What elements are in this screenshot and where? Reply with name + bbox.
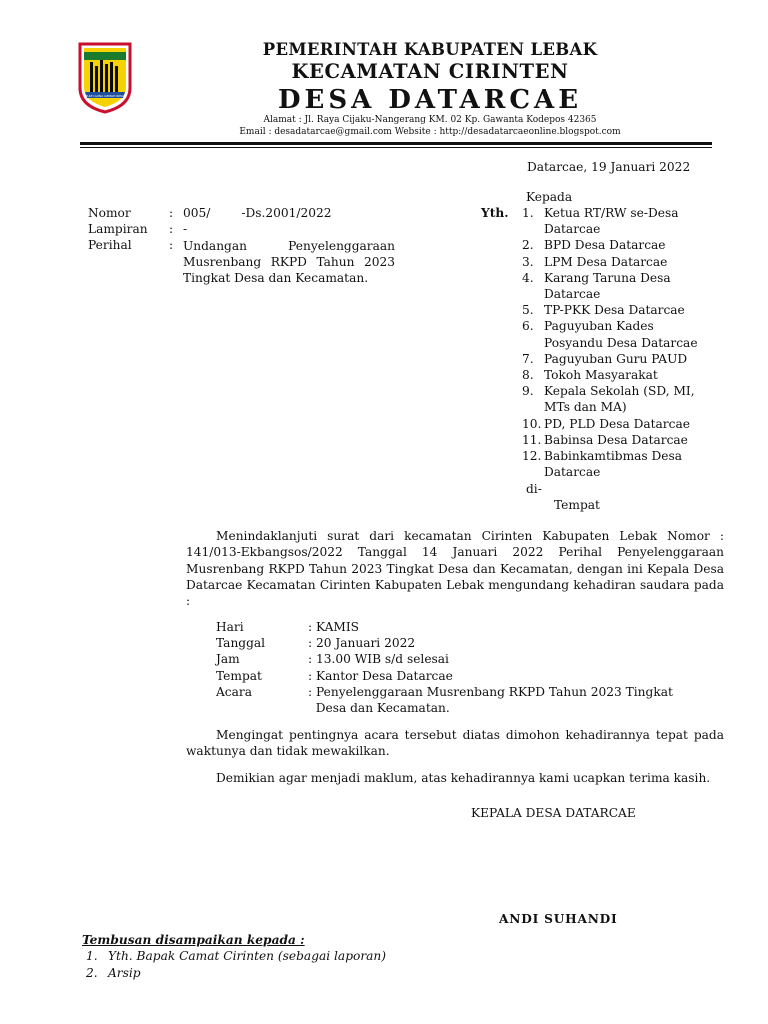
lampiran-value: - xyxy=(183,222,188,236)
recipient-number: 7. xyxy=(522,351,534,366)
detail-value: : 13.00 WIB s/d selesai xyxy=(308,652,449,667)
recipient-item: Babinsa Desa Datarcae xyxy=(544,432,688,447)
closing-paragraph: Demikian agar menjadi maklum, atas kehadirannya kami ucapkan terima kasih. xyxy=(216,771,711,785)
tembusan-title: Tembusan disampaikan kepada : xyxy=(82,933,305,947)
recipient-item: Karang Taruna Desa xyxy=(544,270,671,285)
reminder-paragraph: Mengingat pentingnya acara tersebut diatas dimohon kehadirannya tepat pada waktunya dan tidak mewakilkan. xyxy=(186,728,724,759)
recipient-number: 6. xyxy=(522,319,534,334)
detail-value: : Kantor Desa Datarcae xyxy=(308,668,453,683)
detail-label: Tempat xyxy=(216,668,262,683)
opening-paragraph: Menindaklanjuti surat dari kecamatan Cirinten Kabupaten Lebak Nomor : 141/013-Ekbangsos/2022 Tanggal 14 Januari 2022 Perihal Penyelenggaraan Musrenbang RKPD Tahun 2023 Tingkat Desa dan Kecamatan, dengan ini Kepala Desa Datarcae Kecamatan Cirinten Kabupaten Lebak mengundang kehadiran saudara pada : xyxy=(186,529,724,609)
tembusan-number: 1. xyxy=(86,949,98,963)
recipient-item: Paguyuban Guru PAUD xyxy=(544,351,688,366)
detail-value: : Penyelenggaraan Musrenbang RKPD Tahun 2023 Tingkat xyxy=(308,684,673,699)
signatory-title: KEPALA DESA DATARCAE xyxy=(471,806,636,820)
government-title: PEMERINTAH KABUPATEN LEBAK xyxy=(262,40,598,59)
recipient-item: Datarcae xyxy=(544,222,601,237)
perihal-colon: : xyxy=(169,238,174,252)
village-title: DESA DATARCAE xyxy=(277,85,583,115)
nomor-value: 005/ -Ds.2001/2022 xyxy=(183,206,332,220)
nomor-colon: : xyxy=(169,206,174,220)
kepada-label: Kepada xyxy=(526,190,573,204)
place-date: Datarcae, 19 Januari 2022 xyxy=(527,160,691,174)
nomor-label: Nomor xyxy=(88,206,131,220)
recipient-number: 5. xyxy=(522,303,534,318)
perihal-label: Perihal xyxy=(88,238,132,252)
detail-value: : 20 Januari 2022 xyxy=(308,636,416,651)
lampiran-colon: : xyxy=(169,222,174,236)
recipient-item: Posyandu Desa Datarcae xyxy=(544,335,698,350)
recipient-number: 11. xyxy=(522,432,542,447)
recipient-item: LPM Desa Datarcae xyxy=(544,254,668,269)
detail-label: Jam xyxy=(216,652,240,667)
recipient-item: PD, PLD Desa Datarcae xyxy=(544,416,690,431)
detail-value: : KAMIS xyxy=(308,620,360,634)
logo-motto: MULTI GUNA GEMAH RIPAH xyxy=(84,93,126,98)
recipient-item: TP-PKK Desa Datarcae xyxy=(544,303,685,318)
detail-label: Acara xyxy=(216,684,252,699)
district-title: KECAMATAN CIRINTEN xyxy=(291,60,569,83)
recipient-number: 9. xyxy=(522,384,534,399)
contact-line: Email : desadatarcae@gmail.com Website : http://desadatarcaeonline.blogspot.com xyxy=(239,127,621,137)
recipient-item: Datarcae xyxy=(544,465,601,480)
recipient-item: MTs dan MA) xyxy=(544,400,627,415)
detail-label: Tanggal xyxy=(216,636,266,651)
perihal-value: Undangan Penyelenggaraan Musrenbang RKPD Tahun 2023 Tingkat Desa dan Kecamatan. xyxy=(183,239,395,285)
recipient-item: Kepala Sekolah (SD, MI, xyxy=(544,384,695,399)
recipient-number: 12. xyxy=(522,449,542,463)
recipient-item: Ketua RT/RW se-Desa xyxy=(544,206,679,220)
tembusan-item: Arsip xyxy=(108,965,141,980)
logo-green-band xyxy=(84,52,126,60)
lampiran-label: Lampiran xyxy=(88,222,148,236)
recipient-item: Tokoh Masyarakat xyxy=(544,368,658,382)
recipient-number: 8. xyxy=(522,368,534,382)
detail-value: Desa dan Kecamatan. xyxy=(308,701,450,715)
di-label: di- xyxy=(526,482,542,496)
recipient-item: Paguyuban Kades xyxy=(544,319,654,334)
regency-logo xyxy=(76,40,134,114)
recipient-number: 3. xyxy=(522,254,534,269)
tempat-label: Tempat xyxy=(554,498,600,512)
recipient-item: Datarcae xyxy=(544,287,601,301)
recipient-number: 10. xyxy=(522,416,542,431)
recipient-item: BPD Desa Datarcae xyxy=(544,238,666,253)
signatory-name: ANDI SUHANDI xyxy=(499,912,618,926)
detail-label: Hari xyxy=(216,620,244,634)
header-rule-thick xyxy=(80,142,712,145)
header-rule-thin xyxy=(80,147,712,148)
address-line: Alamat : Jl. Raya Cijaku-Nangerang KM. 02 Kp. Gawanta Kodepos 42365 xyxy=(263,115,597,125)
recipient-item: Babinkamtibmas Desa xyxy=(544,449,683,463)
tembusan-item: Yth. Bapak Camat Cirinten (sebagai laporan) xyxy=(108,949,387,963)
recipient-number: 1. xyxy=(522,206,534,220)
tembusan-number: 2. xyxy=(86,965,98,980)
recipient-number: 2. xyxy=(522,238,534,253)
yth-label: Yth. xyxy=(481,206,509,220)
recipient-number: 4. xyxy=(522,270,534,285)
